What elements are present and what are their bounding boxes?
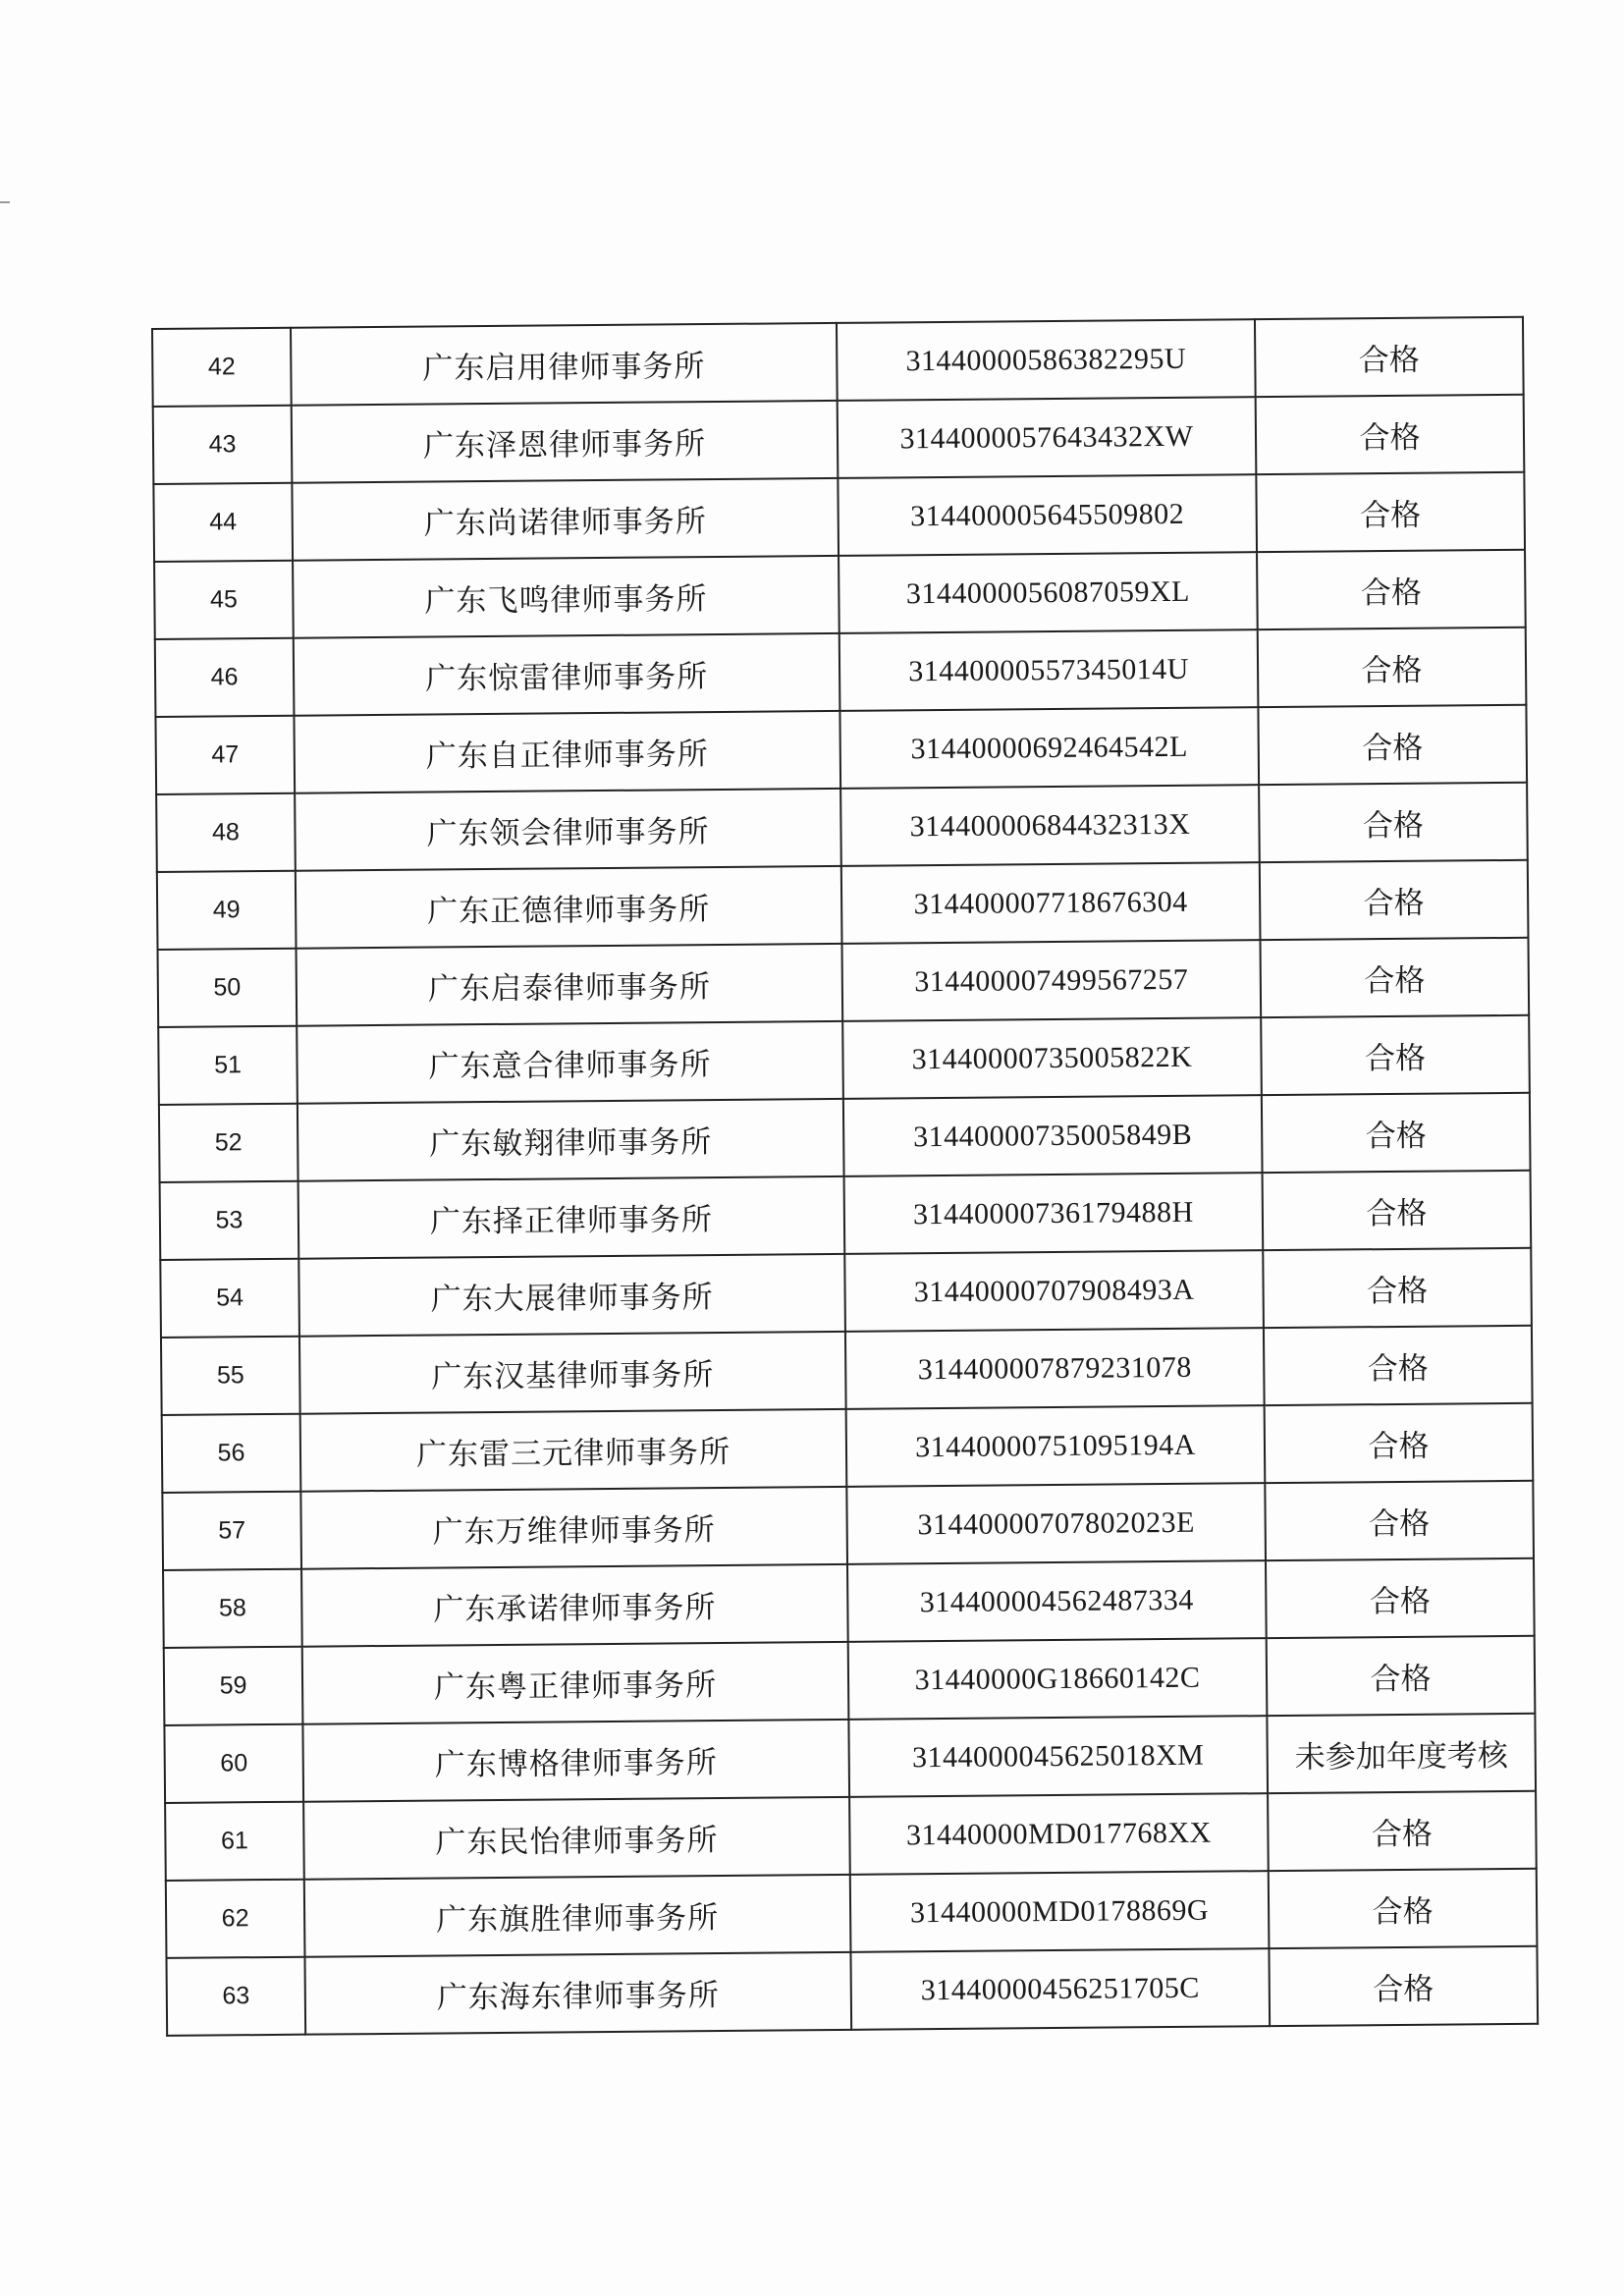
firm-name: 广东敏翔律师事务所	[298, 1099, 844, 1181]
table-row	[166, 1946, 1538, 2036]
firm-name: 广东博格律师事务所	[302, 1720, 849, 1802]
assessment-result: 合格	[1258, 705, 1527, 785]
assessment-result: 合格	[1264, 1326, 1533, 1405]
credit-code: 31440000736179488H	[844, 1173, 1264, 1254]
assessment-result: 未参加年度考核	[1267, 1714, 1536, 1793]
table-row	[163, 1558, 1535, 1648]
credit-code: 314400007718676304	[841, 862, 1261, 944]
credit-code: 31440000456251705C	[850, 1948, 1270, 2030]
firm-name: 广东海东律师事务所	[304, 1952, 851, 2035]
firm-name: 广东承诺律师事务所	[301, 1564, 848, 1647]
scan-edge-mark	[0, 201, 10, 203]
table-row	[162, 1403, 1534, 1493]
table-row	[164, 1714, 1536, 1803]
credit-code: 3144000056087059XL	[839, 552, 1258, 633]
row-number: 62	[166, 1880, 305, 1958]
table-row	[158, 938, 1530, 1027]
row-number: 47	[155, 716, 295, 794]
firm-name: 广东意合律师事务所	[297, 1021, 843, 1104]
firm-name: 广东粤正律师事务所	[302, 1642, 849, 1724]
credit-code: 31440000707908493A	[844, 1250, 1264, 1332]
firm-name: 广东民怡律师事务所	[303, 1797, 850, 1880]
assessment-result: 合格	[1259, 783, 1528, 862]
credit-code: 31440000MD017768XX	[849, 1793, 1269, 1875]
row-number: 48	[156, 793, 296, 872]
firm-name: 广东飞鸣律师事务所	[293, 556, 839, 638]
table-row	[162, 1481, 1534, 1570]
credit-code: 31440000751095194A	[846, 1405, 1266, 1487]
table-row	[160, 1171, 1532, 1260]
row-number: 55	[161, 1337, 300, 1415]
firm-name: 广东领会律师事务所	[295, 789, 841, 871]
row-number: 51	[158, 1026, 298, 1105]
firm-name: 广东泽恩律师事务所	[292, 401, 839, 483]
assessment-result: 合格	[1255, 317, 1524, 397]
row-number: 59	[164, 1647, 303, 1725]
law-firm-assessment-table	[151, 316, 1539, 2037]
firm-name: 广东择正律师事务所	[298, 1176, 845, 1259]
row-number: 56	[162, 1414, 301, 1493]
assessment-result: 合格	[1256, 395, 1525, 474]
credit-code: 3144000057643432XW	[838, 397, 1257, 478]
credit-code: 31440000735005822K	[842, 1017, 1262, 1099]
table-row	[156, 783, 1528, 872]
firm-name: 广东启用律师事务所	[291, 323, 838, 406]
table-row	[155, 628, 1527, 717]
row-number: 44	[153, 483, 293, 562]
firm-name: 广东启泰律师事务所	[297, 944, 843, 1026]
credit-code: 31440000G18660142C	[848, 1638, 1268, 1720]
table-body	[152, 317, 1538, 2036]
credit-code: 31440000MD0178869G	[850, 1871, 1270, 1952]
row-number: 57	[162, 1492, 301, 1570]
credit-code: 31440000586382295U	[837, 319, 1256, 401]
assessment-result: 合格	[1269, 1946, 1538, 2026]
credit-code: 314400004562487334	[847, 1560, 1267, 1642]
table-row	[153, 472, 1525, 562]
row-number: 53	[160, 1181, 299, 1260]
assessment-result: 合格	[1268, 1791, 1537, 1871]
assessment-result: 合格	[1260, 860, 1529, 940]
row-number: 46	[155, 638, 295, 717]
assessment-result: 合格	[1267, 1636, 1536, 1716]
table-row	[153, 395, 1525, 484]
credit-code: 31440000707802023E	[846, 1483, 1266, 1564]
credit-code: 314400005645509802	[838, 474, 1257, 556]
assessment-result: 合格	[1257, 550, 1526, 629]
assessment-result: 合格	[1256, 472, 1525, 552]
table-row	[166, 1869, 1538, 1958]
row-number: 50	[158, 949, 298, 1027]
row-number: 42	[152, 328, 292, 407]
table-row	[157, 860, 1529, 950]
credit-code: 314400007879231078	[845, 1328, 1265, 1409]
assessment-result: 合格	[1265, 1481, 1534, 1560]
firm-name: 广东万维律师事务所	[300, 1487, 847, 1569]
firm-name: 广东旗胜律师事务所	[304, 1875, 851, 1957]
table-row	[164, 1636, 1536, 1725]
assessment-result: 合格	[1260, 938, 1529, 1017]
firm-name: 广东雷三元律师事务所	[300, 1409, 847, 1492]
table-row	[155, 705, 1527, 794]
assessment-result: 合格	[1261, 1015, 1530, 1095]
firm-name: 广东惊雷律师事务所	[294, 633, 840, 716]
assessment-result: 合格	[1262, 1093, 1531, 1173]
firm-name: 广东尚诺律师事务所	[292, 478, 839, 561]
credit-code: 31440000692464542L	[839, 707, 1259, 789]
credit-code: 31440000735005849B	[843, 1095, 1263, 1176]
row-number: 52	[159, 1104, 298, 1182]
row-number: 63	[166, 1957, 305, 2036]
table-row	[159, 1093, 1531, 1182]
table-row	[165, 1791, 1537, 1881]
row-number: 49	[157, 871, 297, 950]
table-row	[152, 317, 1524, 407]
row-number: 43	[153, 406, 293, 484]
firm-name: 广东正德律师事务所	[296, 866, 842, 949]
table-row	[154, 550, 1526, 639]
credit-code: 31440000557345014U	[839, 629, 1259, 711]
assessment-result: 合格	[1263, 1171, 1532, 1250]
firm-name: 广东汉基律师事务所	[299, 1332, 846, 1414]
row-number: 45	[154, 561, 294, 639]
table-row	[160, 1248, 1532, 1338]
row-number: 58	[163, 1569, 302, 1648]
credit-code: 3144000045625018XM	[848, 1716, 1268, 1797]
credit-code: 31440000684432313X	[840, 785, 1260, 866]
table-row	[158, 1015, 1530, 1105]
row-number: 60	[164, 1724, 303, 1803]
assessment-result: 合格	[1263, 1248, 1532, 1328]
assessment-result: 合格	[1265, 1403, 1534, 1483]
firm-name: 广东自正律师事务所	[294, 711, 840, 793]
firm-name: 广东大展律师事务所	[298, 1254, 845, 1337]
table-row	[161, 1326, 1533, 1415]
assessment-result: 合格	[1269, 1869, 1538, 1948]
row-number: 54	[160, 1259, 299, 1338]
assessment-result: 合格	[1266, 1558, 1535, 1638]
assessment-result: 合格	[1258, 628, 1527, 707]
credit-code: 314400007499567257	[841, 940, 1261, 1021]
row-number: 61	[165, 1802, 304, 1881]
